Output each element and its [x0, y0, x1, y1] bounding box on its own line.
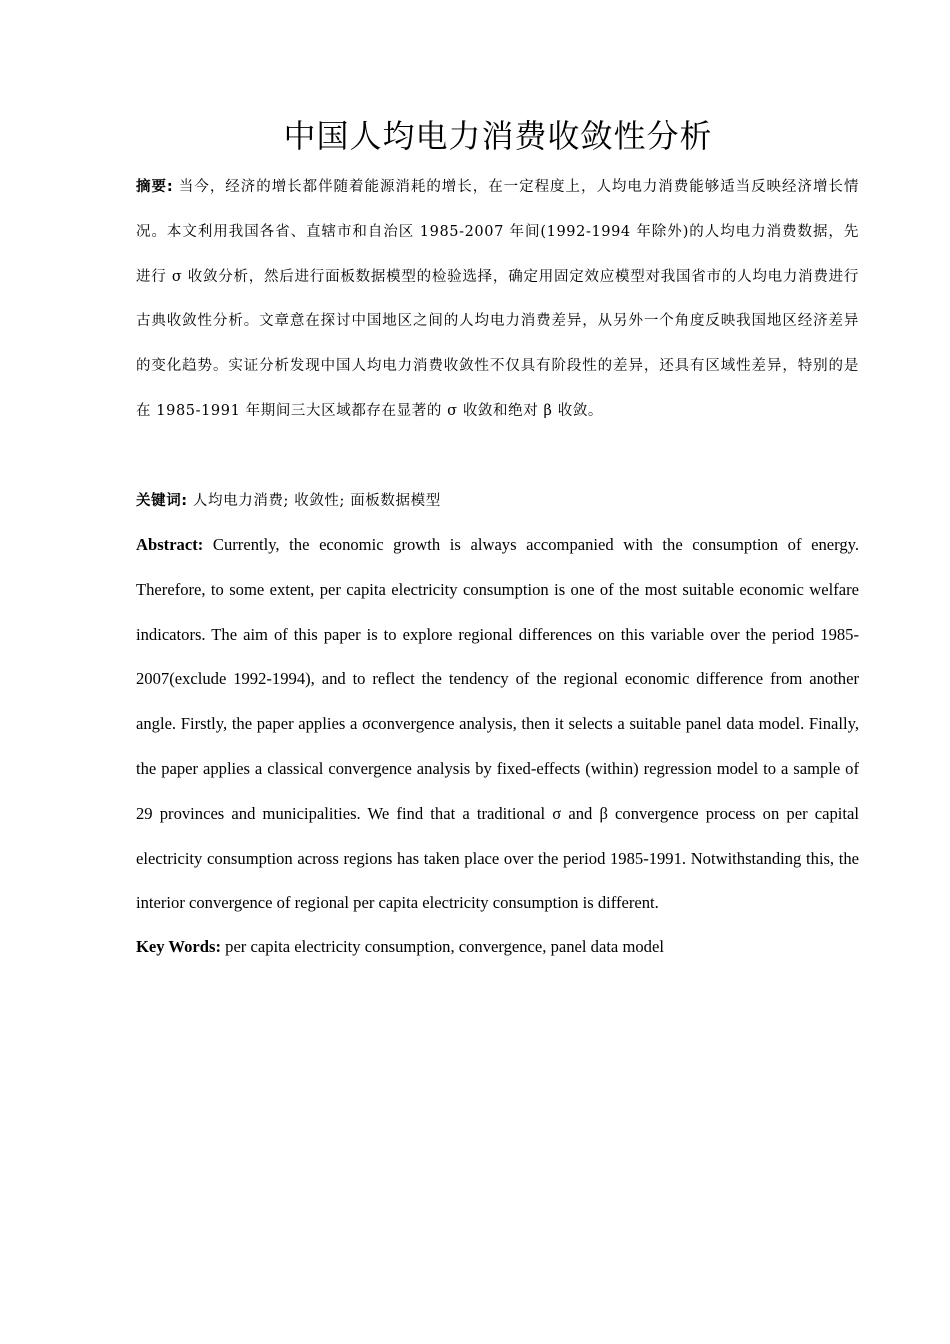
document-title: 中国人均电力消费收敛性分析 — [283, 117, 713, 155]
abstract-zh — [136, 165, 859, 434]
abstract-zh-text: 当今，经济的增长都伴随着能源消耗的增长，在一定程度上，人均电力消费能够适当反映经济增长情况。本文利用我国各省、直辖市和自治区 1985-2007 年间(1992-1994 年除外)的人均电力消费数据，先进行 σ 收敛分析，然后进行面板数据模型的检验选择，确定用固定效应模型对我国省市的人均电力消费进行古典收敛性分析。文章意在探讨中国地区之间的人均电力消费差异，从另外一个角度反映我国地区经济差异的变化趋势。实证分析发现中国人均电力消费收敛性不仅具有阶段性的差异，还具有区域性差异，特别的是在 1985-1991 年期间三大区域都存在显著的 σ 收敛和绝对 β 收敛。 — [136, 179, 859, 419]
keywords-en — [136, 925, 859, 970]
abstract-zh-label: 摘要: — [136, 179, 174, 195]
keywords-zh — [136, 479, 859, 524]
keywords-en-text: per capita electricity consumption, convergence, panel data model — [225, 937, 664, 956]
keywords-zh-label: 关键词: — [136, 493, 188, 509]
keywords-en-label: Key Words: — [136, 937, 221, 956]
abstract-en — [136, 523, 859, 926]
abstract-en-text: Currently, the economic growth is always accompanied with the consumption of energy. Therefore, to some extent, per capita electricity consumption is one of the most suitable economic welfare indicators. The aim of this paper is to explore regional differences on this variable over the period 1985-2007(exclude 1992-1994), and to reflect the tendency of the regional economic difference from another angle. Firstly, the paper applies a σconvergence analysis, then it selects a suitable panel data model. Finally, the paper applies a classical convergence analysis by fixed-effects (within) regression model to a sample of 29 provinces and municipalities. We find that a traditional σ and β convergence process on per capital electricity consumption across regions has taken place over the period 1985-1991. Notwithstanding this, the interior convergence of regional per capita electricity consumption is different. — [136, 535, 859, 913]
abstract-en-label: Abstract: — [136, 535, 204, 554]
keywords-zh-text: 人均电力消费; 收敛性; 面板数据模型 — [192, 493, 441, 509]
